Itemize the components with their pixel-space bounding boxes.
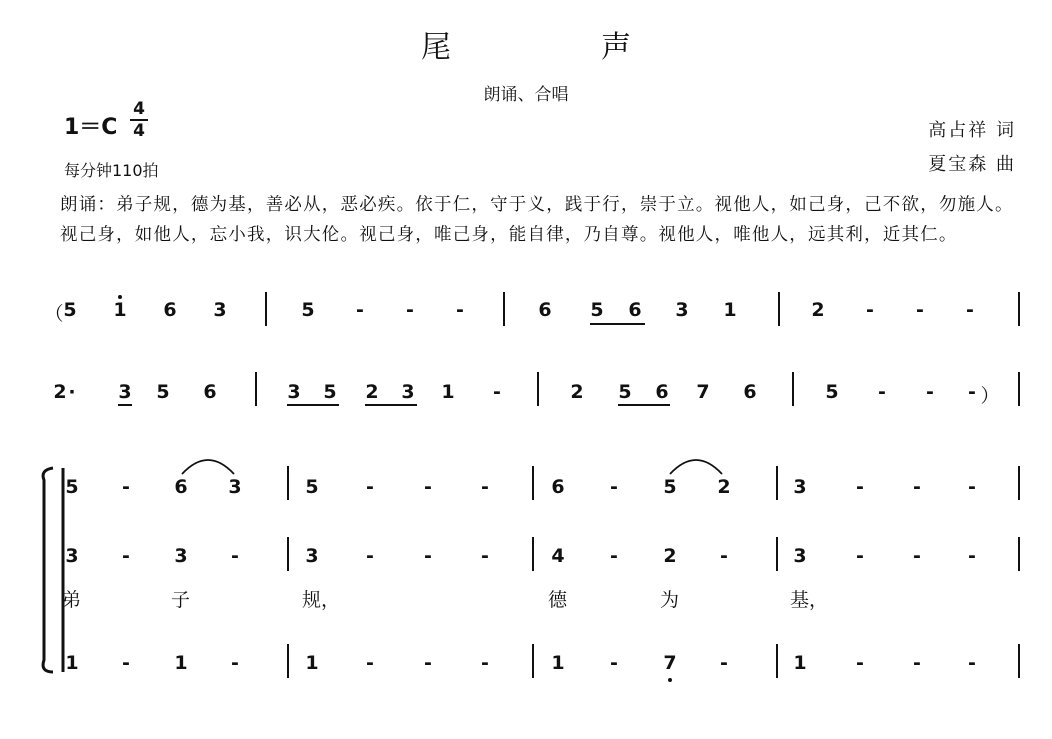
note: 2 [365, 381, 379, 403]
dash: - [916, 299, 924, 321]
dash: - [424, 476, 432, 498]
intro-close-paren: ） [980, 385, 1000, 407]
barline [532, 537, 534, 571]
dash: - [231, 545, 239, 567]
dash: - [926, 381, 934, 403]
dash: - [610, 545, 618, 567]
time-numerator: 4 [133, 99, 145, 119]
composer: 夏宝森 曲 [928, 154, 1016, 175]
lyric: 规， [302, 589, 341, 611]
dash: - [913, 652, 921, 674]
dash: - [968, 381, 976, 403]
intro-open-paren: （ [44, 303, 64, 325]
note: 7 [663, 652, 677, 674]
barline [1018, 644, 1020, 678]
note: 6 [655, 381, 669, 403]
recitation-text: 朗诵：弟子规，德为基，善必从，恶必疾。依于仁，守于义，践于行，崇于立。视他人，如己身，己不欲，勿施人。视己身，如他人，忘小我，识大伦。视己身，唯己身，能自律，乃自尊。视他人，唯他人，远其利，近其仁。 [60, 195, 1014, 245]
note: 6 [163, 299, 177, 321]
dash: - [610, 652, 618, 674]
barline [287, 466, 289, 500]
note: 1 [723, 299, 737, 321]
note: 6 [551, 476, 565, 498]
note: 2 [570, 381, 584, 403]
note: 3 [213, 299, 227, 321]
note: 1 [113, 299, 127, 321]
note: 3 [793, 545, 807, 567]
dash: - [493, 381, 501, 403]
note: 5 [825, 381, 839, 403]
slur [182, 460, 234, 474]
lyric: 为 [660, 589, 680, 611]
dash: - [968, 545, 976, 567]
lyric: 基， [790, 589, 829, 611]
note: 7 [696, 381, 710, 403]
dash: - [481, 545, 489, 567]
barline [1018, 537, 1020, 571]
note: 3 [174, 545, 188, 567]
note: 1 [65, 652, 79, 674]
note: 6 [538, 299, 552, 321]
note: 5 [323, 381, 337, 403]
note: 2 [53, 381, 67, 403]
dash: - [481, 476, 489, 498]
note: 2 [663, 545, 677, 567]
dash: - [856, 545, 864, 567]
note: 1 [793, 652, 807, 674]
note: 6 [743, 381, 757, 403]
dash: - [610, 476, 618, 498]
note: 3 [401, 381, 415, 403]
note: 3 [65, 545, 79, 567]
dot: · [68, 381, 76, 403]
dash: - [231, 652, 239, 674]
dash: - [878, 381, 886, 403]
note: 3 [305, 545, 319, 567]
dash: - [122, 545, 130, 567]
dash: - [424, 652, 432, 674]
dash: - [456, 299, 464, 321]
dash: - [968, 476, 976, 498]
note: 4 [551, 545, 565, 567]
note: 2 [717, 476, 731, 498]
barline [776, 537, 778, 571]
dash: - [913, 545, 921, 567]
time-denominator: 4 [133, 121, 145, 141]
dash: - [913, 476, 921, 498]
barline [532, 466, 534, 500]
note: 5 [156, 381, 170, 403]
note: 5 [63, 299, 77, 321]
dash: - [856, 652, 864, 674]
note: 5 [590, 299, 604, 321]
dash: - [720, 545, 728, 567]
dash: - [122, 652, 130, 674]
note: 1 [441, 381, 455, 403]
note: 6 [203, 381, 217, 403]
note: 1 [174, 652, 188, 674]
key-signature: 1＝C [64, 115, 118, 140]
barline [287, 537, 289, 571]
subtitle: 朗诵、合唱 [483, 85, 569, 105]
octave-dot-below [668, 678, 672, 682]
note: 1 [305, 652, 319, 674]
slur [670, 460, 722, 474]
note: 3 [118, 381, 132, 403]
dash: - [366, 652, 374, 674]
dash: - [356, 299, 364, 321]
lyric: 弟 [62, 589, 82, 611]
note: 6 [628, 299, 642, 321]
note: 3 [675, 299, 689, 321]
dash: - [966, 299, 974, 321]
note: 3 [228, 476, 242, 498]
note: 6 [174, 476, 188, 498]
barline [287, 644, 289, 678]
note: 5 [618, 381, 632, 403]
dash: - [122, 476, 130, 498]
note: 2 [811, 299, 825, 321]
note: 1 [551, 652, 565, 674]
note: 5 [301, 299, 315, 321]
barline [776, 466, 778, 500]
dash: - [968, 652, 976, 674]
tempo: 每分钟110拍 [64, 161, 159, 180]
lyric: 德 [548, 589, 568, 611]
note: 5 [65, 476, 79, 498]
dash: - [366, 545, 374, 567]
dash: - [366, 476, 374, 498]
page-title: 尾 声 [421, 30, 691, 65]
dash: - [406, 299, 414, 321]
lyricist: 高占祥 词 [928, 120, 1016, 141]
note: 5 [663, 476, 677, 498]
dash: - [481, 652, 489, 674]
lyric: 子 [171, 589, 191, 611]
dash: - [866, 299, 874, 321]
dash: - [856, 476, 864, 498]
barline [532, 644, 534, 678]
dash: - [720, 652, 728, 674]
barline [776, 644, 778, 678]
dash: - [424, 545, 432, 567]
note: 3 [287, 381, 301, 403]
note: 3 [793, 476, 807, 498]
note: 5 [305, 476, 319, 498]
barline [1018, 466, 1020, 500]
